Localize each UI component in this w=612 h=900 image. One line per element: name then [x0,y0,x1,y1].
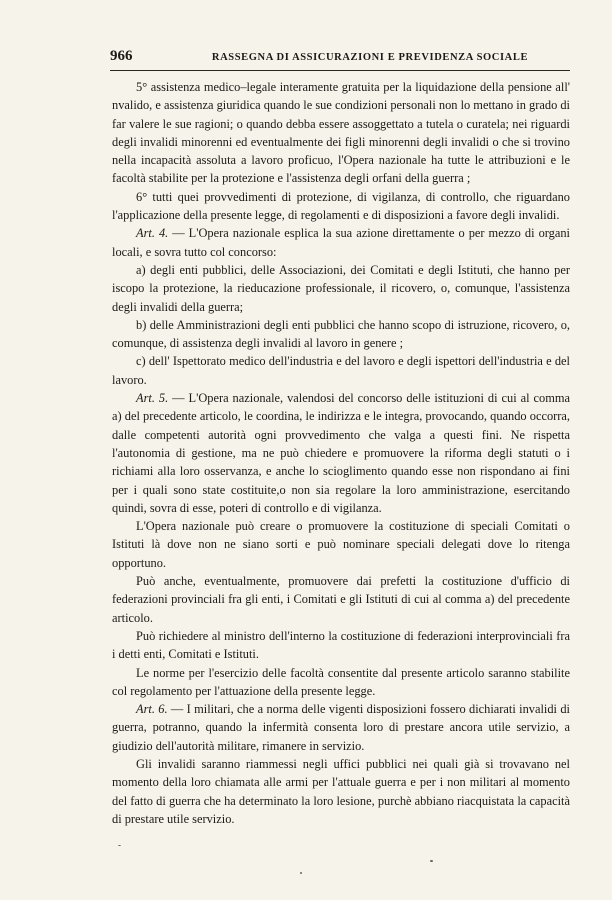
paragraph-item-5: 5° assistenza medico–legale interamente gratuita per la liquidazione della pensione all' nvalido, e assistenza giuridica quando le sue condizioni personali non lo mettano in grado di far valere le sue ragioni; o quando debba essere assoggettato a tutela o curatela; nei riguardi degli invalidi minorenni ed eventualmente dei figli minorenni degli invalidi o che si trovino nella incapacità assoluta a lavoro proficuo, l'Opera nazionale ha tutte le attribuzioni e le facoltà stabilite per la protezione e l'assistenza degli orfani della guerra ; [112,80,570,186]
page-header [110,48,570,71]
article-6: Art. 6. — I militari, che a norma delle vigenti disposizioni fossero dichiarati invalidi di guerra, potranno, quando la infermità consenta loro di prestare ancora utile servizio, a giudizio dell'autorità militare, rimanere in servizio. [112,702,570,753]
paragraph: L'Opera nazionale può creare o promuovere la costituzione di speciali Comitati o Istituti là dove non ne siano sorti e può nominare speciali delegati dove lo ritenga opportuno. [112,519,570,570]
paragraph: Le norme per l'esercizio delle facoltà consentite dal presente articolo saranno stabilite col regolamento per l'attuazione della presente legge. [112,665,570,698]
article-label: Art. 6. [136,702,168,717]
paragraph: Può anche, eventualmente, promuovere dai prefetti la costituzione d'ufficio di federazioni provinciali fra gli enti, i Comitati e gli Istituti di cui al comma a) del precedente articolo. [112,574,570,625]
article-5: Art. 5. — L'Opera nazionale, valendosi del concorso delle istituzioni di cui al comma a) del precedente articolo, le coordina, le indirizza e le integra, provocando, quando occorra, dalle competenti autorità ogni provvedimento che valga a questi fini. Ne rispetta l'autonomia di gestione, ma ne può chiedere e promuovere la riforma degli statuti o i richiami alla loro osservanza, e anche lo scioglimento quando esse non rispondano ai fini per i quali sono state costituite,o non sia regolare la loro amministrazione, esercitando quindi, sovra di esse, poteri di controllo e di vigilanza. [112,391,570,515]
paragraph-item-b: b) delle Amministrazioni degli enti pubblici che hanno scopo di istruzione, ricovero, o, comunque, di assistenza degli invalidi al lavoro in genere ; [112,317,570,351]
scan-speck [118,845,121,846]
paragraph-item-c: c) dell' Ispettorato medico dell'industria e del lavoro e degli ispettori dell'industria e del lavoro. [112,354,570,387]
paragraph-item-a: a) degli enti pubblici, delle Associazioni, dei Comitati e degli Istituti, che hanno per iscopo la protezione, la rieducazione professionale, il ricovero, o, comunque, l'assistenza degli invalidi della guerra; [112,262,570,314]
body-text [112,78,570,828]
article-label: Art. 4. [136,226,169,241]
article-4: Art. 4. — L'Opera nazionale esplica la sua azione direttamente o per mezzo di organi locali, e sovra tutto col concorso: [112,226,570,259]
paragraph: Può richiedere al ministro dell'interno la costituzione di federazioni interprovinciali fra i detti enti, Comitati e Istituti. [112,628,570,662]
page-number: 966 [110,48,133,64]
article-label: Art. 5. [136,391,169,406]
paragraph: Gli invalidi saranno riammessi negli uffici pubblici nei quali già si trovavano nel momento della loro chiamata alle armi per l'attuale guerra e per i non militari al momento del fatto di guerra che ha determinato la loro lesione, purchè abbiano riacquistata la capacità di prestare utile servizio. [112,756,570,826]
scan-speck [430,860,433,862]
scan-speck [300,872,302,874]
running-head: RASSEGNA DI ASSICURAZIONI E PREVIDENZA SOCIALE [211,52,529,63]
paragraph-item-6: 6° tutti quei provvedimenti di protezione, di vigilanza, di controllo, che riguardano l'applicazione della presente legge, di regolamenti e di disposizioni a favore degli invalidi. [112,189,570,223]
